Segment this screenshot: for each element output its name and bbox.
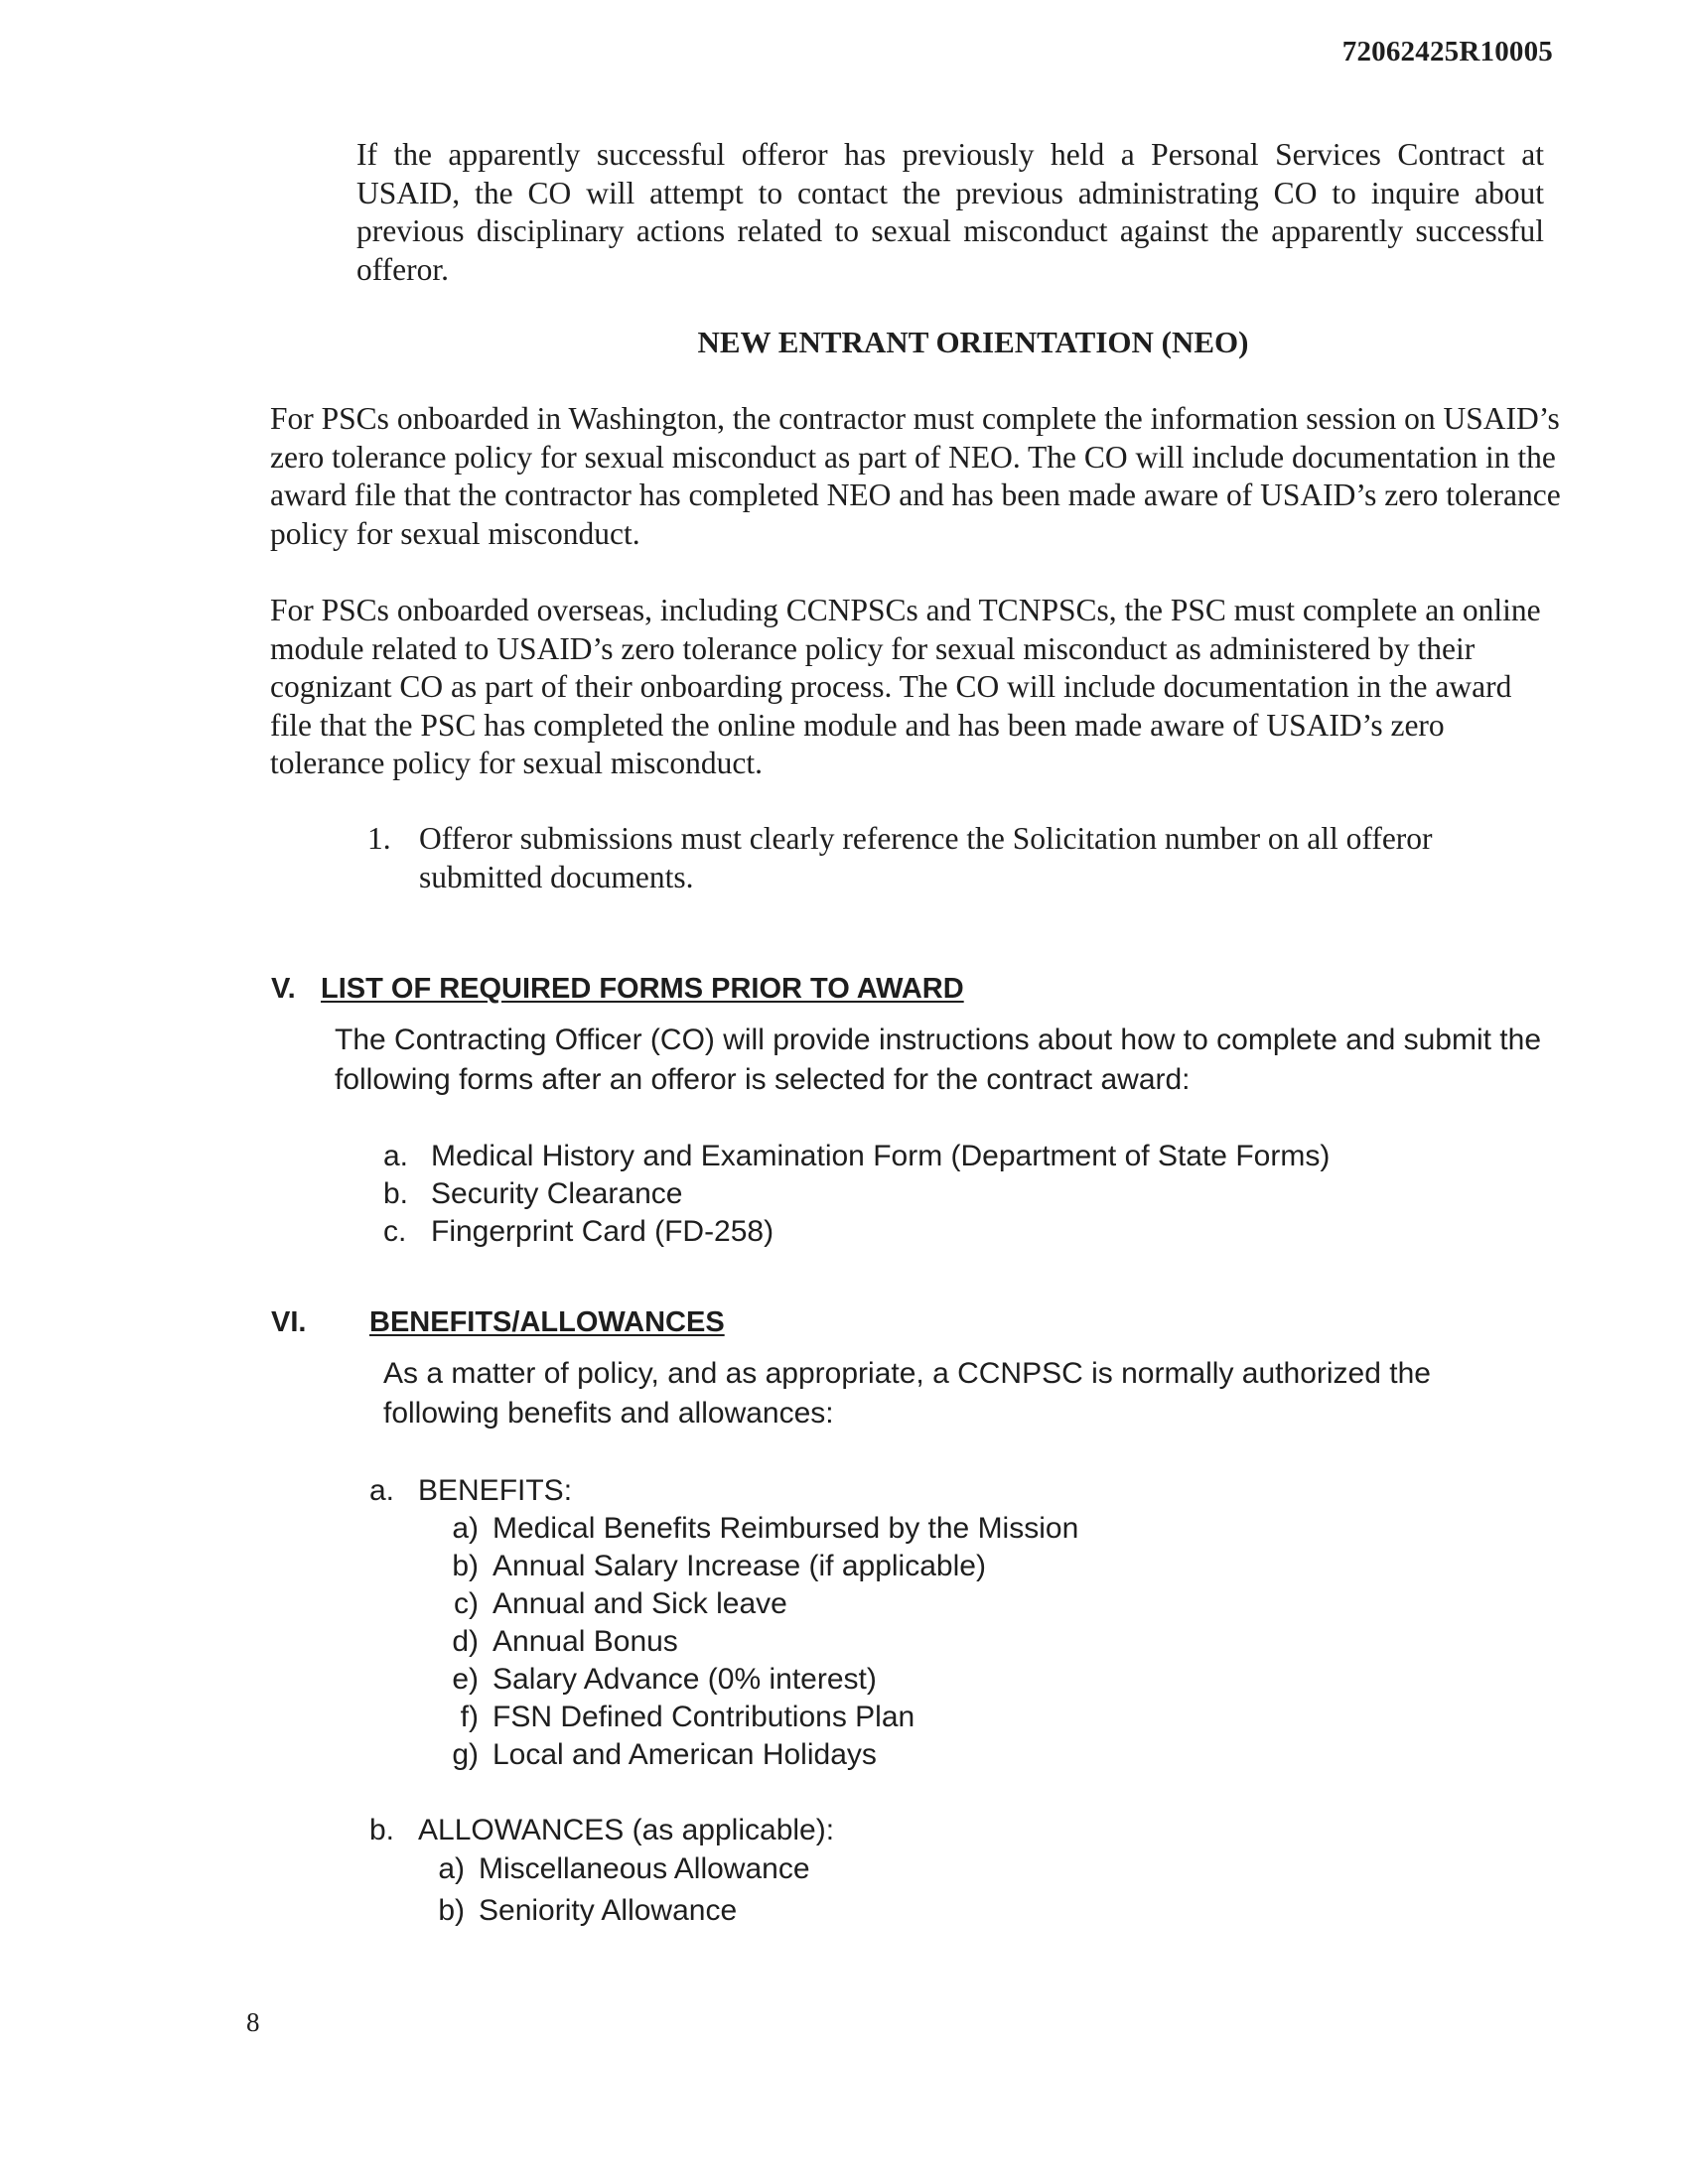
list-marker: b) [438,1894,465,1927]
list-item-text: Local and American Holidays [492,1738,877,1771]
page-number: 8 [246,2007,260,2037]
list-marker: b) [452,1550,479,1582]
list-item-text: Annual Salary Increase (if applicable) [492,1550,986,1582]
numbered-list [367,820,1519,896]
list-marker: c. [383,1215,407,1248]
list-marker: a. [383,1140,409,1172]
section-number: V. [271,973,296,1005]
list-marker: 1. [367,821,391,856]
list-marker: d) [452,1625,479,1658]
list-item-text: Annual and Sick leave [492,1587,787,1620]
paragraph-previous-psc: If the apparently successful offeror has previously held a Personal Services Contract at USAID, the CO will attempt to contact the previous administrating CO to inquire about previous disciplinary actions related to sexual misconduct against the apparently successful offeror. [356,137,1544,287]
list-marker: c) [454,1587,479,1620]
section-title: LIST OF REQUIRED FORMS PRIOR TO AWARD [321,973,964,1005]
section-v-intro: The Contracting Officer (CO) will provide instructions about how to complete and submit the following forms after an offeror is selected for the contract award: [335,1024,1541,1096]
list-marker: g) [452,1738,479,1771]
list-marker: e) [452,1663,479,1696]
list-item-text: Annual Bonus [492,1625,678,1658]
list-item-text: Miscellaneous Allowance [479,1852,810,1885]
list-marker: f) [460,1701,479,1733]
list-item-text: Salary Advance (0% interest) [492,1663,877,1696]
numbered-list-item [367,820,1519,896]
list-item-text: Medical History and Examination Form (Department of State Forms) [431,1140,1331,1172]
list-item-text: Offeror submissions must clearly reference the Solicitation number on all offeror submitted documents. [419,821,1433,894]
section-vi-title [369,1306,725,1339]
list-item-text: Fingerprint Card (FD-258) [431,1215,774,1248]
list-item-text: Security Clearance [431,1177,683,1210]
list-marker: a. [369,1474,395,1507]
section-title: BENEFITS/ALLOWANCES [369,1306,725,1338]
benefits-label: BENEFITS: [418,1474,573,1507]
list-marker: b. [383,1177,409,1210]
section-vi-number: VI. [271,1306,307,1338]
neo-heading: NEW ENTRANT ORIENTATION (NEO) [697,325,1249,359]
list-marker: b. [369,1814,395,1846]
list-item-text: Seniority Allowance [479,1894,738,1927]
section-vi-intro: As a matter of policy, and as appropriate, a CCNPSC is normally authorized the following benefits and allowances: [383,1357,1431,1430]
list-marker: a) [452,1512,479,1545]
allowances-label: ALLOWANCES (as applicable): [418,1814,835,1846]
document-id: 72062425R10005 [1341,36,1553,68]
list-item-text: Medical Benefits Reimbursed by the Mission [492,1512,1079,1545]
list-item-text: FSN Defined Contributions Plan [492,1701,915,1733]
paragraph-overseas: For PSCs onboarded overseas, including CCNPSCs and TCNPSCs, the PSC must complete an online module related to USAID’s zero tolerance policy for sexual misconduct as administered by their cognizant CO as part of their onboarding process. The CO will include documentation in the award file that the PSC has completed the online module and has been made aware of USAID’s zero tolerance policy for sexual misconduct. [270,593,1541,780]
list-marker: a) [438,1852,465,1885]
paragraph-washington: For PSCs onboarded in Washington, the contractor must complete the information session on USAID’s zero tolerance policy for sexual misconduct as part of NEO. The CO will include documentation in the award file that the contractor has completed NEO and has been made aware of USAID’s zero tolerance policy for sexual misconduct. [270,401,1561,551]
